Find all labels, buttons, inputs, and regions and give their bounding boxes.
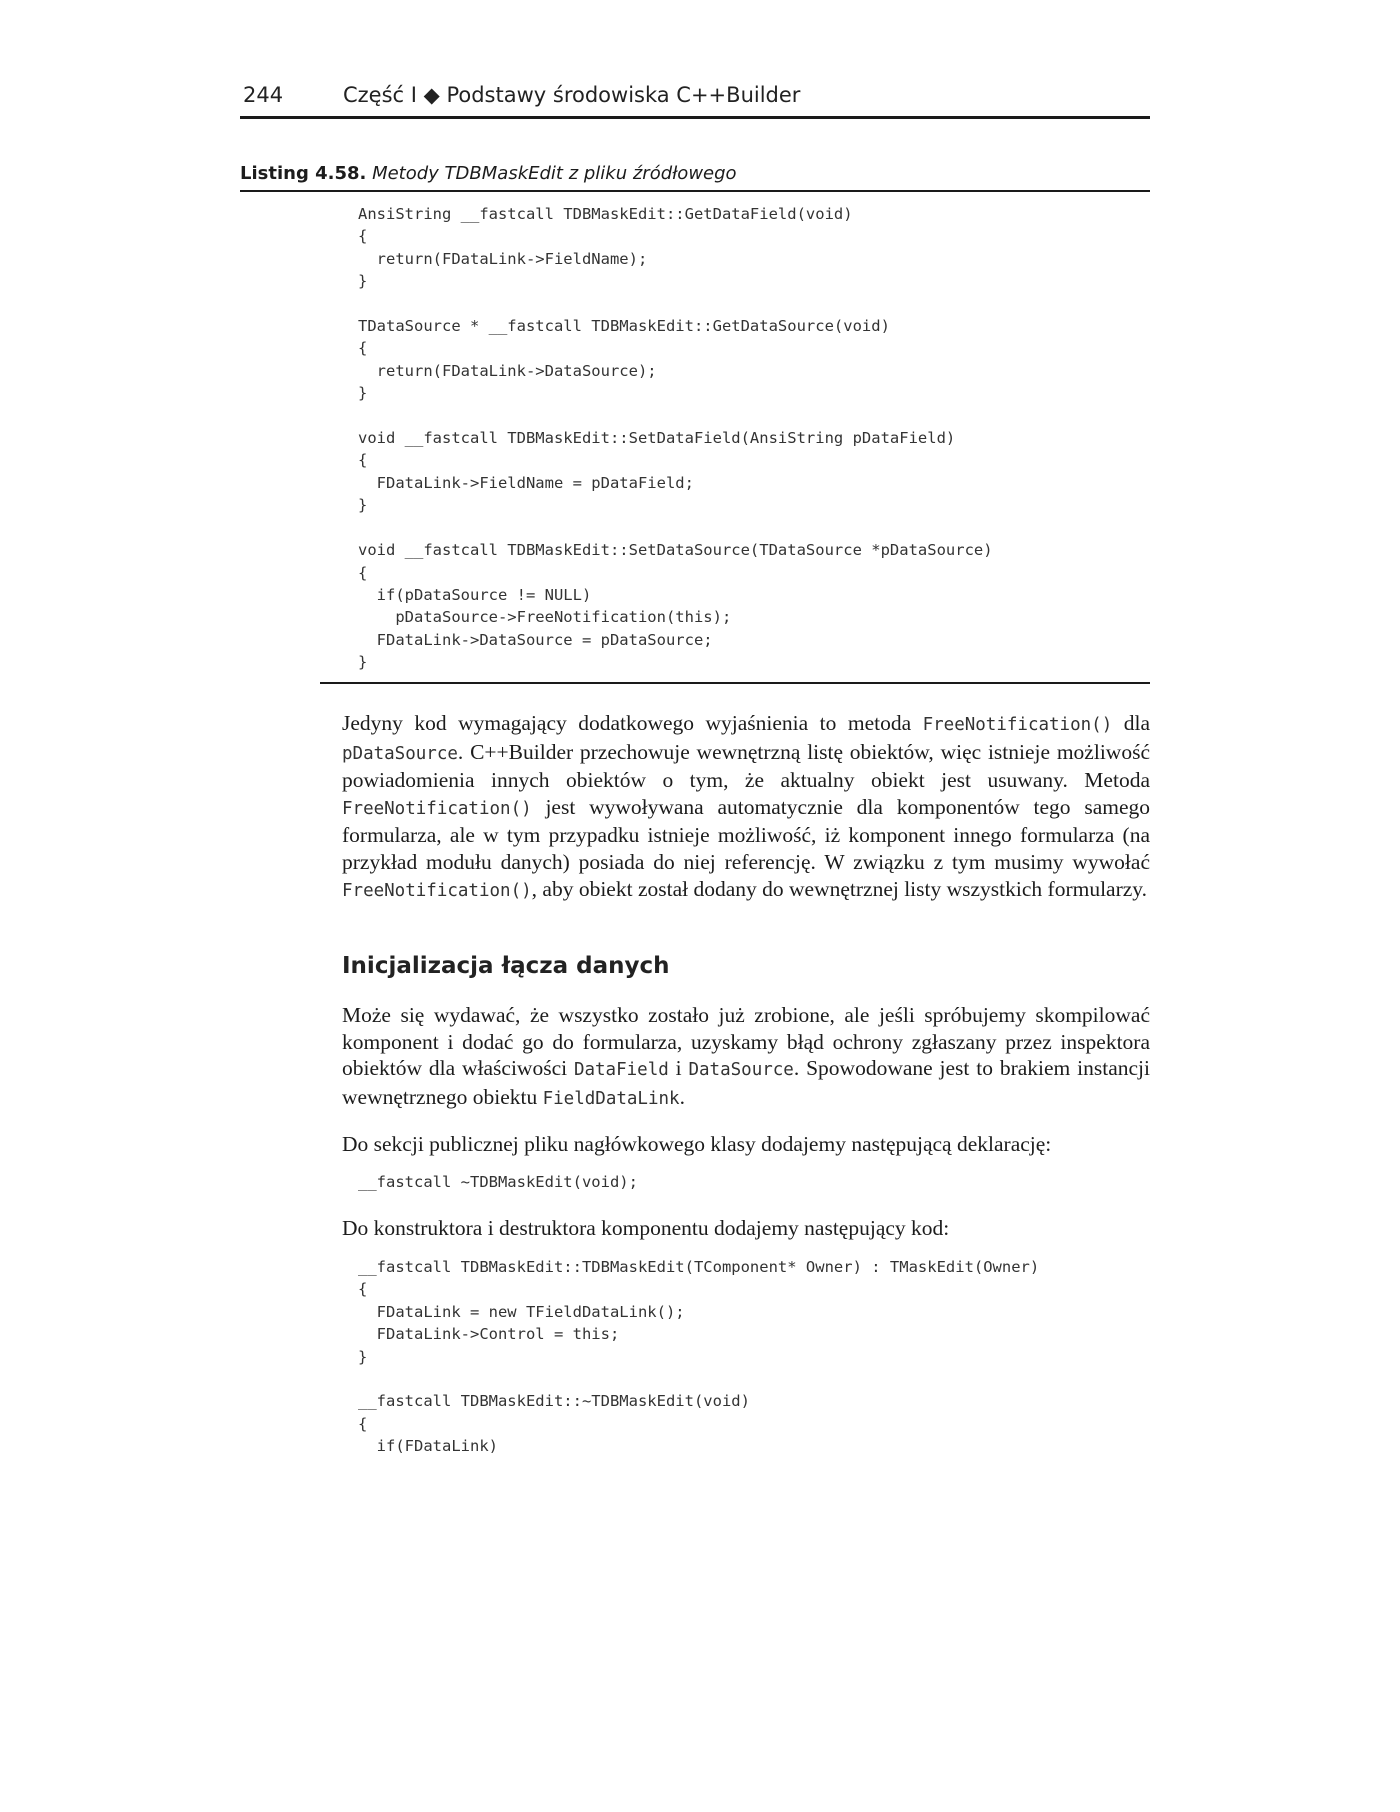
listing-caption: [240, 163, 1150, 192]
section-heading: Inicjalizacja łącza danych: [342, 953, 670, 979]
inline-code: FreeNotification(): [342, 880, 532, 901]
paragraph-text: .: [679, 1084, 685, 1109]
paragraph-text: jest wywoływana automatycznie dla komponentów tego samego formularza, ale w tym przypadku istnieje możliwość, iż komponent innego formularza (na przykład modułu danych) posiada do niej referencję. W związku z tym musimy wywołać: [342, 794, 1150, 874]
paragraph-text: Jedyny kod wymagający dodatkowego wyjaśnienia to metoda: [342, 711, 923, 735]
paragraph-free-notification: [342, 710, 1150, 904]
paragraph-data-link-init: [342, 1002, 1150, 1112]
running-title: Część I ◆ Podstawy środowiska C++Builder: [343, 83, 801, 107]
constructor-destructor-code: __fastcall TDBMaskEdit::TDBMaskEdit(TComponent* Owner) : TMaskEdit(Owner) { FDataLink = new TFieldDataLink(); FDataLink->Control = this; } __fastcall TDBMaskEdit::~TDBMaskEdit(void) { if(FDataLink): [358, 1258, 1040, 1456]
listing-title: Metody TDBMaskEdit z pliku źródłowego: [372, 163, 737, 184]
page-number: 244: [243, 83, 284, 107]
paragraph-text: Może się wydawać, że wszystko zostało już zrobione, ale jeśli spróbujemy skompilować komponent i dodać go do formularza, uzyskamy błąd ochrony zgłaszany przez inspektora obiektów dla właściwości: [342, 1003, 1150, 1081]
paragraph-text: . C++Builder przechowuje wewnętrzną listę obiektów, więc istnieje możliwość powiadomienia innych obiektów o tym, że aktualny obiekt jest usuwany. Metoda: [342, 739, 1150, 793]
paragraph-text: . Spowodowane jest to brakiem instancji wewnętrznego obiektu: [342, 1056, 1150, 1109]
inline-code: FreeNotification(): [342, 798, 532, 819]
paragraph-constructor-destructor: Do konstruktora i destruktora komponentu dodajemy następujący kod:: [342, 1216, 950, 1240]
paragraph-text: dla: [1112, 711, 1150, 735]
inline-code: FreeNotification(): [922, 715, 1113, 735]
paragraph-text: , aby obiekt został dodany do wewnętrznej listy wszystkich formularzy.: [531, 876, 1148, 901]
listing-end-rule: [320, 682, 1150, 684]
inline-code: pDataSource: [342, 743, 458, 764]
listing-code-block: AnsiString __fastcall TDBMaskEdit::GetDataField(void) { return(FDataLink->FieldName); } TDataSource * __fastcall TDBMaskEdit::GetDataSource(void) { return(FDataLink->DataSource); } void __fastcall TDBMaskEdit::SetDataField(AnsiString pDataField) { FDataLink->FieldName = pDataField; } void __fastcall TDBMaskEdit::SetDataSource(TDataSource *pDataSource) { if(pDataSource != NULL) pDataSource->FreeNotification(this); FDataLink->DataSource = pDataSource; }: [358, 205, 993, 672]
paragraph-text: i: [668, 1056, 689, 1081]
inline-code: FieldDataLink: [542, 1088, 680, 1109]
destructor-declaration-code: __fastcall ~TDBMaskEdit(void);: [358, 1173, 638, 1191]
listing-label: Listing 4.58.: [240, 163, 367, 184]
paragraph-public-section: Do sekcji publicznej pliku nagłówkowego klasy dodajemy następującą deklarację:: [342, 1132, 1052, 1156]
inline-code: DataField: [573, 1060, 669, 1081]
inline-code: DataSource: [688, 1060, 794, 1081]
page-header: [240, 82, 1150, 119]
